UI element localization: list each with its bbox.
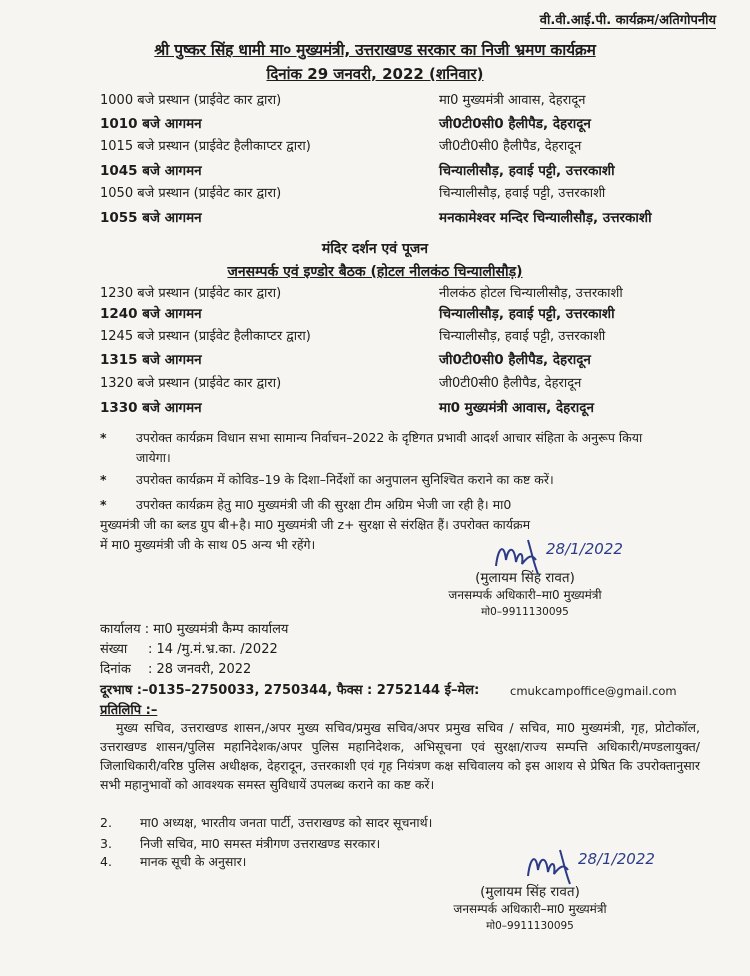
note-continuation: में मा0 मुख्यमंत्री जी के साथ 05 अन्य भी रहेंगे। <box>100 537 316 552</box>
number-label: संख्या <box>100 642 128 657</box>
note-text: उपरोक्त कार्यक्रम में कोविड–19 के दिशा–निर्देशों का अनुपालन सुनिश्चित कराने का कष्ट करें। <box>136 472 554 487</box>
programme-date: दिनांक 29 जनवरी, 2022 (शनिवार) <box>266 65 484 83</box>
note-bullet: * <box>100 472 107 487</box>
note-continuation: मुख्यमंत्री जी का ब्लड ग्रुप बी+है। मा0 मुख्यमंत्री जी z+ सुरक्षा से संरक्षित हैं। उपरोक्त कार्यक्रम <box>100 517 531 532</box>
contact-line <box>100 681 740 701</box>
dispatch-date <box>100 660 660 680</box>
schedule-time-action: 1010 बजे आगमन <box>100 116 202 132</box>
signature-date: 28/1/2022 <box>546 540 623 558</box>
schedule-time-action: 1330 बजे आगमन <box>100 400 202 416</box>
signatory-name: (मुलायम सिंह रावत) <box>480 884 580 900</box>
schedule-location: जी0टी0सी0 हैलीपैड, देहरादून <box>439 139 582 154</box>
schedule-time-action: 1245 बजे प्रस्थान (प्राईवेट हैलीकाप्टर द्वारा) <box>100 329 311 344</box>
schedule-time-action: 1015 बजे प्रस्थान (प्राईवेट हैलीकाप्टर द्वारा) <box>100 139 311 154</box>
schedule-location: जी0टी0सी0 हैलीपैड, देहरादून <box>439 376 582 391</box>
schedule-row <box>100 349 730 371</box>
meeting-heading: जनसम्पर्क एवं इण्डोर बैठक (होटल नीलकंठ चिन्यालीसौड़) <box>227 264 523 280</box>
schedule-location: चिन्यालीसौड़, हवाई पट्टी, उत्तरकाशी <box>439 163 615 179</box>
signature-image <box>520 840 680 888</box>
schedule-location: नीलकंठ होटल चिन्यालीसौड़, उत्तरकाशी <box>439 286 623 301</box>
copy-heading: प्रतिलिपि :– <box>100 703 158 718</box>
schedule-location: जी0टी0सी0 हैलीपैड, देहरादून <box>439 352 591 368</box>
date-value: : 28 जनवरी, 2022 <box>148 662 252 677</box>
schedule-location: मनकामेश्वर मन्दिर चिन्यालीसौड़, उत्तरकाशी <box>439 210 652 226</box>
signatory-mobile: मो0–9911130095 <box>481 606 569 618</box>
signatory-block <box>425 884 635 935</box>
classification-label: वी.वी.आई.पी. कार्यक्रम/अतिगोपनीय <box>540 10 716 29</box>
schedule-time-action: 1050 बजे प्रस्थान (प्राईवेट कार द्वारा) <box>100 186 282 201</box>
note-bullet: * <box>100 497 107 512</box>
schedule-time-action: 1230 बजे प्रस्थान (प्राईवेट कार द्वारा) <box>100 286 282 301</box>
number-value: : 14 /मु.मं.भ्र.का. /2022 <box>148 642 278 657</box>
note-bullet: * <box>100 430 107 445</box>
schedule-time-action: 1055 बजे आगमन <box>100 210 202 226</box>
schedule-location: चिन्यालीसौड़, हवाई पट्टी, उत्तरकाशी <box>439 329 606 344</box>
signatory-mobile: मो0–9911130095 <box>486 920 574 932</box>
schedule-row <box>100 283 730 305</box>
date-label: दिनांक <box>100 662 131 677</box>
schedule-row <box>100 207 730 229</box>
schedule-time-action: 1320 बजे प्रस्थान (प्राईवेट कार द्वारा) <box>100 376 282 391</box>
document-title: श्री पुष्कर सिंह धामी मा० मुख्यमंत्री, उत्तराखण्ड सरकार का निजी भ्रमण कार्यक्रम <box>154 41 596 59</box>
schedule-location: चिन्यालीसौड़, हवाई पट्टी, उत्तरकाशी <box>439 306 615 322</box>
dispatch-number <box>100 640 660 660</box>
signatory-designation: जनसम्पर्क अधिकारी–मा0 मुख्यमंत्री <box>453 902 607 916</box>
schedule-row <box>100 90 730 112</box>
copy-item-text: मा0 अध्यक्ष, भारतीय जनता पार्टी, उत्तराखण्ड को सादर सूचनार्थ। <box>140 815 433 830</box>
schedule-row <box>100 373 730 395</box>
note-text: उपरोक्त कार्यक्रम हेतु मा0 मुख्यमंत्री जी की सुरक्षा टीम अग्रिम भेजी जा रही है। मा0 <box>136 497 512 512</box>
note-text: उपरोक्त कार्यक्रम विधान सभा सामान्य निर्वाचन–2022 के दृष्टिगत प्रभावी आदर्श आचार संहिता के अनुरूप किया जायेगा। <box>136 430 643 465</box>
schedule-row <box>100 326 730 348</box>
signatory-block <box>420 570 630 621</box>
schedule-location: मा0 मुख्यमंत्री आवास, देहरादून <box>439 93 586 108</box>
schedule-row <box>100 160 730 182</box>
copy-item-number: 2. <box>100 815 112 830</box>
copy-item-number: 4. <box>100 854 112 869</box>
schedule-location: मा0 मुख्यमंत्री आवास, देहरादून <box>439 400 594 416</box>
copy-item-text: मानक सूची के अनुसार। <box>140 854 247 869</box>
signature-date: 28/1/2022 <box>578 850 655 868</box>
schedule-location: चिन्यालीसौड़, हवाई पट्टी, उत्तरकाशी <box>439 186 606 201</box>
schedule-time-action: 1045 बजे आगमन <box>100 163 202 179</box>
copy-item-number: 3. <box>100 836 112 851</box>
schedule-location: जी0टी0सी0 हैलीपैड, देहरादून <box>439 116 591 132</box>
schedule-row <box>100 136 730 158</box>
schedule-row <box>100 397 730 419</box>
copy-paragraph: मुख्य सचिव, उत्तराखण्ड शासन,/अपर मुख्य सचिव/प्रमुख सचिव/अपर प्रमुख सचिव / सचिव, मा0 मुख्यमंत्री, गृह, प्रोटोकॉल, उत्तराखण्ड शासन/पुलिस महानिदेशक/अपर पुलिस महानिदेशक, अभिसूचना एवं सुरक्षा/राज्य सम्पत्ति अधिकारी/मण्डलायुक्त/जिलाधिकारी/वरिष्ठ पुलिस अधीक्षक, देहरादून, उत्तरकाशी एवं गृह नियंत्रण कक्ष सचिवालय को इस आशय से प्रेषित कि उपरोक्तानुसार सभी महानुभावों को आवश्यक समस्त सुविधायें उपलब्ध कराने का कष्ट करें। <box>100 720 700 792</box>
temple-heading: मंदिर दर्शन एवं पूजन <box>321 241 429 257</box>
note-item <box>100 428 660 468</box>
signatory-designation: जनसम्पर्क अधिकारी–मा0 मुख्यमंत्री <box>448 588 602 602</box>
schedule-row <box>100 183 730 205</box>
signatory-name: (मुलायम सिंह रावत) <box>475 570 575 586</box>
schedule-time-action: 1315 बजे आगमन <box>100 352 202 368</box>
schedule-time-action: 1240 बजे आगमन <box>100 306 202 322</box>
office-line: कार्यालय : मा0 मुख्यमंत्री कैम्प कार्यालय <box>100 622 289 637</box>
schedule-row <box>100 303 730 325</box>
copy-item-text: निजी सचिव, मा0 समस्त मंत्रीगण उत्तराखण्ड सरकार। <box>140 836 381 851</box>
schedule-row <box>100 113 730 135</box>
email-address: cmukcampoffice@gmail.com <box>510 684 677 698</box>
schedule-time-action: 1000 बजे प्रस्थान (प्राईवेट कार द्वारा) <box>100 93 282 108</box>
phone-fax-label: दूरभाष :–0135–2750033, 2750344, फैक्स : 2752144 ई–मेल: <box>100 683 480 698</box>
